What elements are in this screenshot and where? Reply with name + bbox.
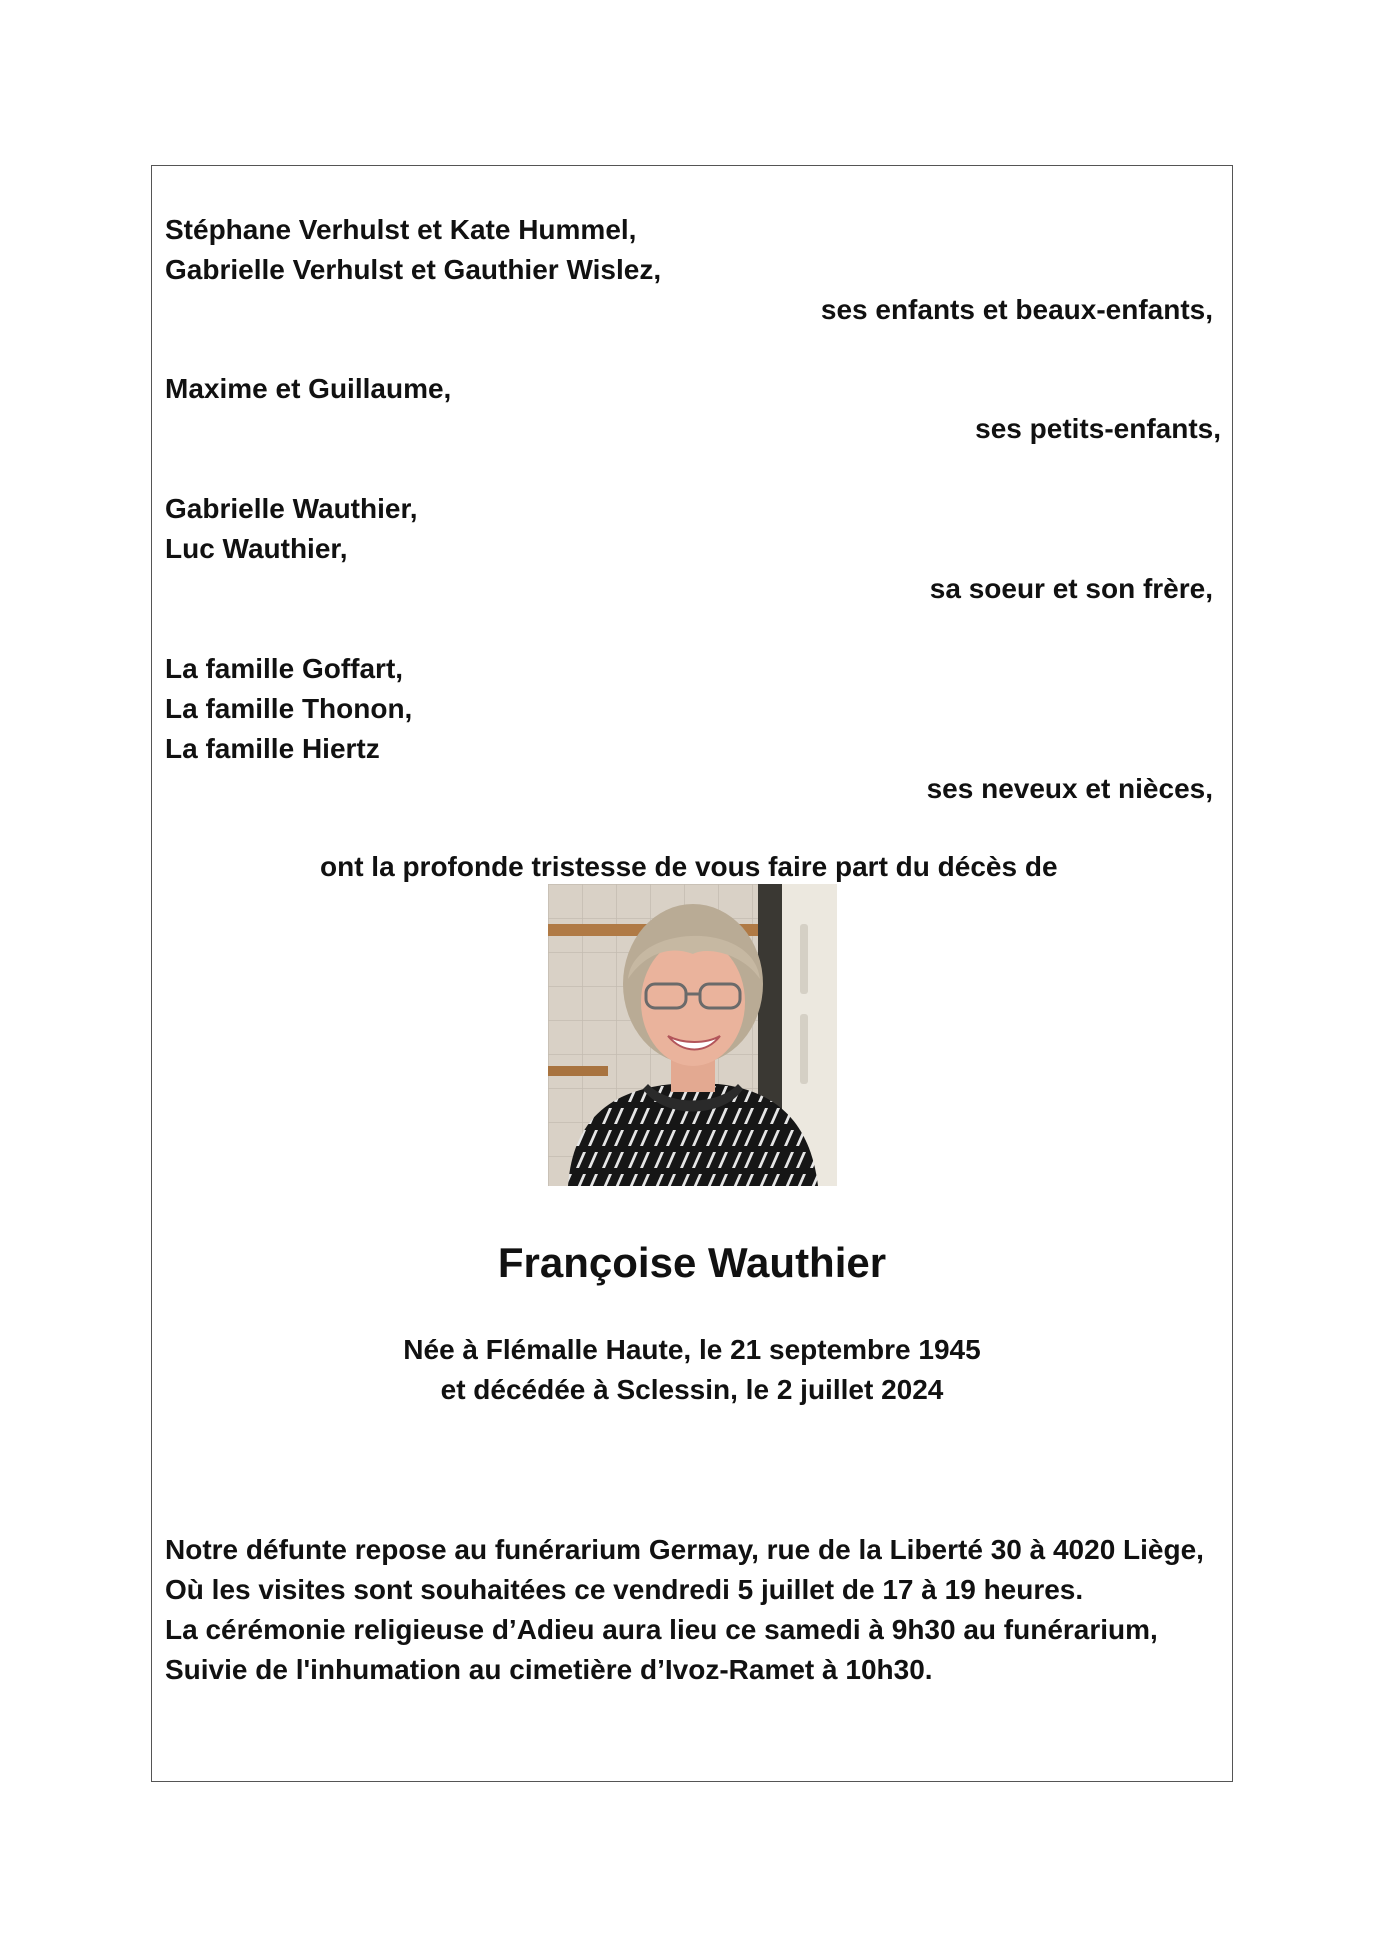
family-name-line: La famille Goffart, <box>165 653 404 684</box>
family-name-line: Stéphane Verhulst et Kate Hummel, <box>165 214 637 245</box>
announcement-text: ont la profonde tristesse de vous faire part du décès de <box>320 851 1058 882</box>
details-line: Où les visites sont souhaitées ce vendredi 5 juillet de 17 à 19 heures. <box>165 1574 1084 1605</box>
relation-label: sa soeur et son frère, <box>929 573 1213 604</box>
details-line: Suivie de l'inhumation au cimetière d’Ivoz-Ramet à 10h30. <box>165 1654 933 1685</box>
family-name-line: Maxime et Guillaume, <box>165 373 452 404</box>
details-line: Notre défunte repose au funérarium Germay, rue de la Liberté 30 à 4020 Liège, <box>165 1534 1204 1565</box>
deceased-name: Françoise Wauthier <box>497 1239 887 1286</box>
family-name-line: Luc Wauthier, <box>165 533 348 564</box>
family-name-line: Gabrielle Wauthier, <box>165 493 418 524</box>
relation-label: ses neveux et nièces, <box>926 773 1213 804</box>
death-line: et décédée à Sclessin, le 2 juillet 2024 <box>440 1374 944 1405</box>
portrait-photo <box>548 884 837 1186</box>
birth-line: Née à Flémalle Haute, le 21 septembre 1945 <box>403 1334 981 1365</box>
family-name-line: La famille Hiertz <box>165 733 380 764</box>
details-line: La cérémonie religieuse d’Adieu aura lieu ce samedi à 9h30 au funérarium, <box>165 1614 1158 1645</box>
family-name-line: Gabrielle Verhulst et Gauthier Wislez, <box>165 254 662 285</box>
family-name-line: La famille Thonon, <box>165 693 413 724</box>
relation-label: ses enfants et beaux-enfants, <box>820 294 1213 325</box>
relation-label: ses petits-enfants, <box>975 413 1221 444</box>
